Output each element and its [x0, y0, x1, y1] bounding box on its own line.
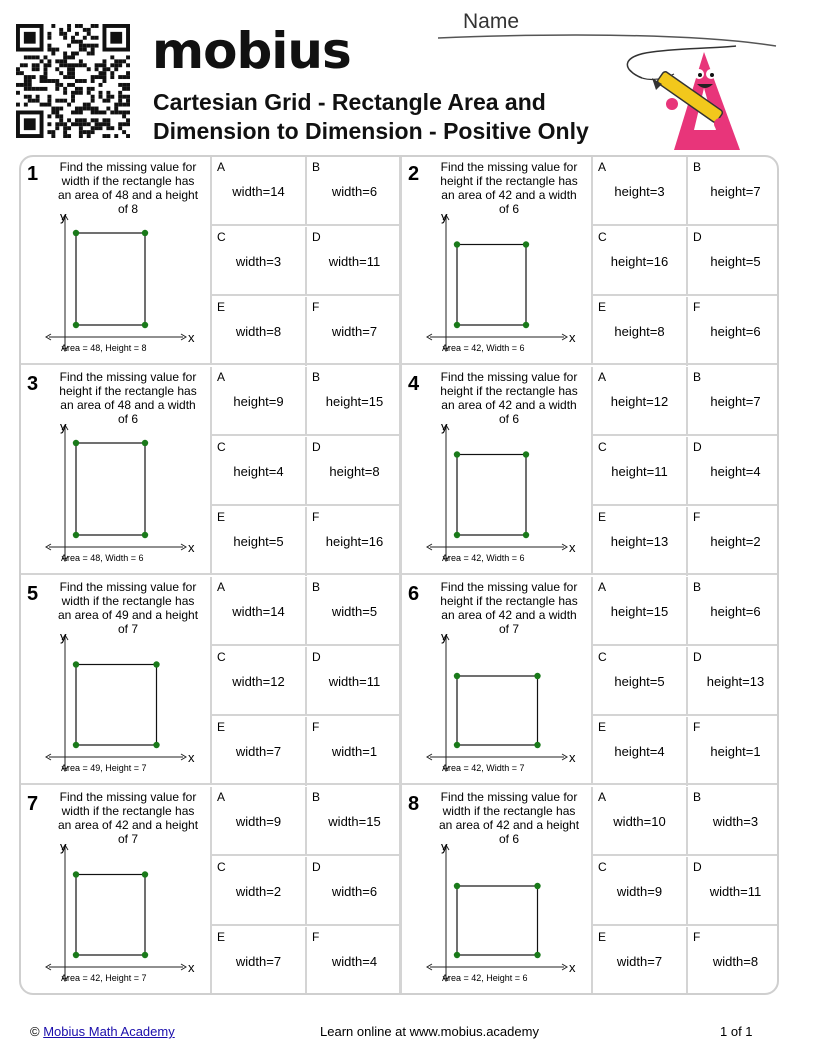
option-value: height=3 — [614, 184, 665, 199]
vertex-point — [142, 230, 148, 236]
y-axis-label: y — [60, 629, 67, 644]
problem-8 — [402, 787, 779, 995]
question-text: Find the missing value for height if the rectangle has an area of 48 and a width of 6 — [59, 370, 197, 426]
vertex-point — [523, 532, 529, 538]
vertex-point — [454, 742, 460, 748]
x-axis-label: x — [569, 330, 576, 345]
option-letter: C — [598, 440, 607, 454]
option-value: width=11 — [328, 674, 381, 689]
answer-option-b[interactable] — [688, 787, 779, 856]
option-letter: B — [693, 580, 702, 594]
answer-option-d[interactable] — [307, 857, 402, 926]
option-value: width=7 — [331, 324, 378, 339]
option-value: width=12 — [232, 674, 285, 689]
option-value: width=6 — [331, 184, 378, 199]
option-letter: D — [693, 230, 702, 244]
question-text: Find the missing value for width if the rectangle has an area of 48 and a height of 8 — [57, 160, 199, 216]
answer-option-c[interactable] — [212, 647, 307, 716]
question-text: Find the missing value for width if the rectangle has an area of 42 and a height of 6 — [438, 790, 580, 846]
answer-option-b[interactable] — [307, 367, 402, 436]
vertex-point — [73, 871, 79, 877]
problem-1 — [21, 157, 399, 365]
option-letter: B — [693, 160, 702, 174]
copyright — [30, 1024, 175, 1039]
answer-option-a[interactable] — [212, 787, 307, 856]
rectangle — [76, 665, 157, 746]
rectangle — [76, 233, 145, 325]
answer-option-b[interactable] — [688, 157, 779, 226]
vertex-point — [73, 661, 79, 667]
option-value: height=13 — [706, 674, 765, 689]
option-letter: A — [598, 370, 607, 384]
option-value: width=5 — [331, 604, 378, 619]
x-axis-label: x — [188, 330, 195, 345]
answer-option-c[interactable] — [212, 227, 307, 296]
mobius-logo: mobius — [152, 22, 351, 80]
option-value: width=6 — [331, 884, 378, 899]
option-letter: D — [693, 860, 702, 874]
y-axis-label: y — [441, 419, 448, 434]
academy-link[interactable]: Mobius Math Academy — [43, 1024, 175, 1039]
mascot-illustration — [612, 40, 742, 155]
vertex-point — [454, 451, 460, 457]
problem-4 — [402, 367, 779, 575]
problem-number: 5 — [27, 583, 39, 605]
option-value: width=7 — [235, 954, 282, 969]
rectangle — [457, 455, 526, 536]
option-value: width=7 — [616, 954, 663, 969]
option-letter: C — [598, 230, 607, 244]
option-letter: A — [217, 790, 226, 804]
option-letter: E — [217, 300, 226, 314]
y-axis-label: y — [441, 839, 448, 854]
x-axis-label: x — [569, 960, 576, 975]
x-axis-label: x — [188, 750, 195, 765]
y-axis-label: y — [441, 629, 448, 644]
option-value: height=7 — [710, 394, 761, 409]
plot-caption: Area = 49, Height = 7 — [61, 763, 147, 773]
vertex-point — [142, 871, 148, 877]
vertex-point — [73, 322, 79, 328]
option-value: height=16 — [325, 534, 384, 549]
y-axis-label: y — [60, 839, 67, 854]
option-value: height=2 — [710, 534, 761, 549]
answer-option-a[interactable] — [593, 577, 688, 646]
vertex-point — [534, 952, 540, 958]
option-letter: B — [312, 370, 321, 384]
answer-option-c[interactable] — [212, 857, 307, 926]
vertex-point — [523, 322, 529, 328]
name-label: Name — [463, 10, 520, 33]
option-value: height=6 — [710, 324, 761, 339]
option-value: height=11 — [611, 464, 668, 479]
option-value: width=8 — [712, 954, 759, 969]
answer-option-c[interactable] — [593, 857, 688, 926]
problem-6 — [402, 577, 779, 785]
option-letter: F — [693, 300, 701, 314]
option-letter: D — [312, 230, 321, 244]
answer-option-e[interactable] — [212, 297, 307, 366]
vertex-point — [142, 440, 148, 446]
vertex-point — [73, 532, 79, 538]
option-value: width=10 — [613, 814, 666, 829]
option-letter: C — [217, 860, 226, 874]
problems-grid — [19, 155, 779, 995]
option-letter: C — [598, 860, 607, 874]
answer-option-c[interactable] — [593, 227, 688, 296]
option-value: width=9 — [235, 814, 282, 829]
option-value: height=4 — [710, 464, 761, 479]
answer-option-f[interactable] — [307, 297, 402, 366]
problem-3 — [21, 367, 399, 575]
option-letter: F — [312, 300, 320, 314]
question-text: Find the missing value for height if the rectangle has an area of 42 and a width of 7 — [440, 580, 578, 636]
learn-online-text: Learn online at www.mobius.academy — [320, 1024, 539, 1039]
page-number: 1 of 1 — [720, 1024, 753, 1039]
plot-caption: Area = 42, Height = 7 — [61, 973, 147, 983]
option-value: width=11 — [709, 884, 762, 899]
option-value: height=16 — [610, 254, 669, 269]
answer-option-b[interactable] — [307, 157, 402, 226]
rectangle — [457, 245, 526, 326]
plot-caption: Area = 48, Height = 8 — [61, 343, 147, 353]
answer-option-e[interactable] — [593, 717, 688, 786]
option-letter: E — [217, 720, 226, 734]
problem-5 — [21, 577, 399, 785]
problem-number: 1 — [27, 163, 39, 185]
option-letter: E — [217, 930, 226, 944]
vertex-point — [153, 742, 159, 748]
problem-number: 7 — [27, 793, 39, 815]
option-value: height=5 — [614, 674, 665, 689]
option-letter: A — [598, 790, 607, 804]
option-letter: B — [312, 160, 321, 174]
plot-caption: Area = 42, Width = 6 — [442, 553, 525, 563]
option-letter: F — [693, 510, 701, 524]
option-letter: A — [598, 160, 607, 174]
question-text: Find the missing value for height if the rectangle has an area of 42 and a width of 6 — [440, 160, 578, 216]
vertex-point — [523, 241, 529, 247]
option-value: height=8 — [329, 464, 380, 479]
option-value: height=5 — [710, 254, 761, 269]
option-letter: F — [312, 510, 320, 524]
option-letter: B — [312, 790, 321, 804]
vertex-point — [454, 952, 460, 958]
vertex-point — [454, 883, 460, 889]
vertex-point — [454, 322, 460, 328]
option-letter: D — [312, 440, 321, 454]
option-value: width=15 — [328, 814, 381, 829]
worksheet-title — [153, 88, 589, 146]
option-value: width=9 — [616, 884, 663, 899]
y-axis-label: y — [60, 209, 67, 224]
answer-option-f[interactable] — [688, 927, 779, 995]
option-value: height=13 — [610, 534, 669, 549]
answer-option-f[interactable] — [307, 507, 402, 576]
answer-option-d[interactable] — [688, 857, 779, 926]
problem-7 — [21, 787, 399, 995]
option-value: height=15 — [325, 394, 384, 409]
option-value: height=9 — [233, 394, 284, 409]
option-letter: D — [312, 650, 321, 664]
problem-2 — [402, 157, 779, 365]
answer-option-f[interactable] — [307, 717, 402, 786]
option-letter: E — [217, 510, 226, 524]
answer-option-a[interactable] — [593, 157, 688, 226]
vertex-point — [523, 451, 529, 457]
answer-option-a[interactable] — [212, 157, 307, 226]
answer-option-d[interactable] — [307, 227, 402, 296]
vertex-point — [454, 241, 460, 247]
vertex-point — [73, 952, 79, 958]
title-line-1: Cartesian Grid - Rectangle Area and — [153, 89, 546, 115]
answer-option-e[interactable] — [212, 927, 307, 995]
problem-number: 8 — [408, 793, 420, 815]
option-value: width=7 — [235, 744, 282, 759]
title-line-2: Dimension to Dimension - Positive Only — [153, 118, 589, 144]
answer-option-c[interactable] — [593, 437, 688, 506]
option-letter: B — [693, 790, 702, 804]
plot-caption: Area = 42, Width = 6 — [442, 343, 525, 353]
option-letter: C — [217, 650, 226, 664]
vertex-point — [73, 742, 79, 748]
plot-caption: Area = 42, Width = 7 — [442, 763, 525, 773]
answer-option-d[interactable] — [688, 227, 779, 296]
answer-option-b[interactable] — [307, 577, 402, 646]
question-text: Find the missing value for height if the rectangle has an area of 42 and a width of 6 — [440, 370, 578, 426]
option-value: width=11 — [328, 254, 381, 269]
answer-option-b[interactable] — [688, 577, 779, 646]
option-letter: A — [217, 370, 226, 384]
answer-option-e[interactable] — [212, 717, 307, 786]
option-letter: A — [217, 580, 226, 594]
option-letter: E — [598, 510, 607, 524]
option-letter: F — [312, 930, 320, 944]
option-letter: D — [693, 440, 702, 454]
option-value: width=8 — [235, 324, 282, 339]
answer-option-c[interactable] — [212, 437, 307, 506]
answer-option-f[interactable] — [688, 507, 779, 576]
y-axis-label: y — [60, 419, 67, 434]
option-letter: E — [598, 930, 607, 944]
option-letter: B — [312, 580, 321, 594]
option-letter: A — [217, 160, 226, 174]
option-value: width=3 — [712, 814, 759, 829]
option-value: width=3 — [235, 254, 282, 269]
y-axis-label: y — [441, 209, 448, 224]
x-axis-label: x — [569, 540, 576, 555]
option-value: height=5 — [233, 534, 284, 549]
option-letter: C — [217, 230, 226, 244]
option-letter: D — [693, 650, 702, 664]
problem-number: 6 — [408, 583, 420, 605]
vertex-point — [534, 742, 540, 748]
option-value: height=4 — [233, 464, 284, 479]
problem-number: 4 — [408, 373, 420, 395]
option-letter: C — [217, 440, 226, 454]
vertex-point — [142, 952, 148, 958]
option-letter: F — [312, 720, 320, 734]
plot-caption: Area = 42, Height = 6 — [442, 973, 528, 983]
answer-option-a[interactable] — [593, 787, 688, 856]
option-letter: F — [693, 930, 701, 944]
vertex-point — [73, 230, 79, 236]
option-value: height=15 — [610, 604, 669, 619]
answer-option-e[interactable] — [593, 927, 688, 995]
answer-option-b[interactable] — [688, 367, 779, 436]
answer-option-d[interactable] — [307, 437, 402, 506]
plot-caption: Area = 48, Width = 6 — [61, 553, 144, 563]
answer-option-f[interactable] — [688, 297, 779, 366]
answer-option-e[interactable] — [593, 507, 688, 576]
answer-option-e[interactable] — [212, 507, 307, 576]
rectangle — [76, 443, 145, 535]
problem-number: 3 — [27, 373, 39, 395]
rectangle — [457, 886, 538, 955]
question-text: Find the missing value for width if the rectangle has an area of 49 and a height of 7 — [57, 580, 199, 636]
copyright-symbol: © — [30, 1024, 40, 1039]
option-value: height=4 — [614, 744, 665, 759]
rectangle — [457, 676, 538, 745]
option-letter: C — [598, 650, 607, 664]
option-value: height=12 — [610, 394, 669, 409]
question-text: Find the missing value for width if the rectangle has an area of 42 and a height of 7 — [57, 790, 199, 846]
option-letter: D — [312, 860, 321, 874]
answer-option-f[interactable] — [307, 927, 402, 995]
x-axis-label: x — [188, 540, 195, 555]
option-value: width=1 — [331, 744, 378, 759]
answer-option-d[interactable] — [307, 647, 402, 716]
answer-option-a[interactable] — [593, 367, 688, 436]
option-value: width=4 — [331, 954, 378, 969]
vertex-point — [534, 673, 540, 679]
vertex-point — [454, 532, 460, 538]
option-value: width=14 — [232, 184, 285, 199]
option-value: width=14 — [232, 604, 285, 619]
answer-option-c[interactable] — [593, 647, 688, 716]
answer-option-d[interactable] — [688, 437, 779, 506]
vertex-point — [153, 661, 159, 667]
vertex-point — [454, 673, 460, 679]
vertex-point — [142, 532, 148, 538]
vertex-point — [142, 322, 148, 328]
option-value: height=8 — [614, 324, 665, 339]
option-value: height=1 — [710, 744, 761, 759]
option-value: width=2 — [235, 884, 282, 899]
qr-code — [16, 24, 130, 138]
answer-option-e[interactable] — [593, 297, 688, 366]
answer-option-f[interactable] — [688, 717, 779, 786]
answer-option-a[interactable] — [212, 577, 307, 646]
option-letter: E — [598, 720, 607, 734]
problem-number: 2 — [408, 163, 420, 185]
answer-option-a[interactable] — [212, 367, 307, 436]
vertex-point — [534, 883, 540, 889]
option-value: height=7 — [710, 184, 761, 199]
vertex-point — [73, 440, 79, 446]
option-letter: B — [693, 370, 702, 384]
x-axis-label: x — [188, 960, 195, 975]
option-letter: A — [598, 580, 607, 594]
answer-option-d[interactable] — [688, 647, 779, 716]
option-letter: E — [598, 300, 607, 314]
option-value: height=6 — [710, 604, 761, 619]
x-axis-label: x — [569, 750, 576, 765]
option-letter: F — [693, 720, 701, 734]
rectangle — [76, 875, 145, 956]
answer-option-b[interactable] — [307, 787, 402, 856]
